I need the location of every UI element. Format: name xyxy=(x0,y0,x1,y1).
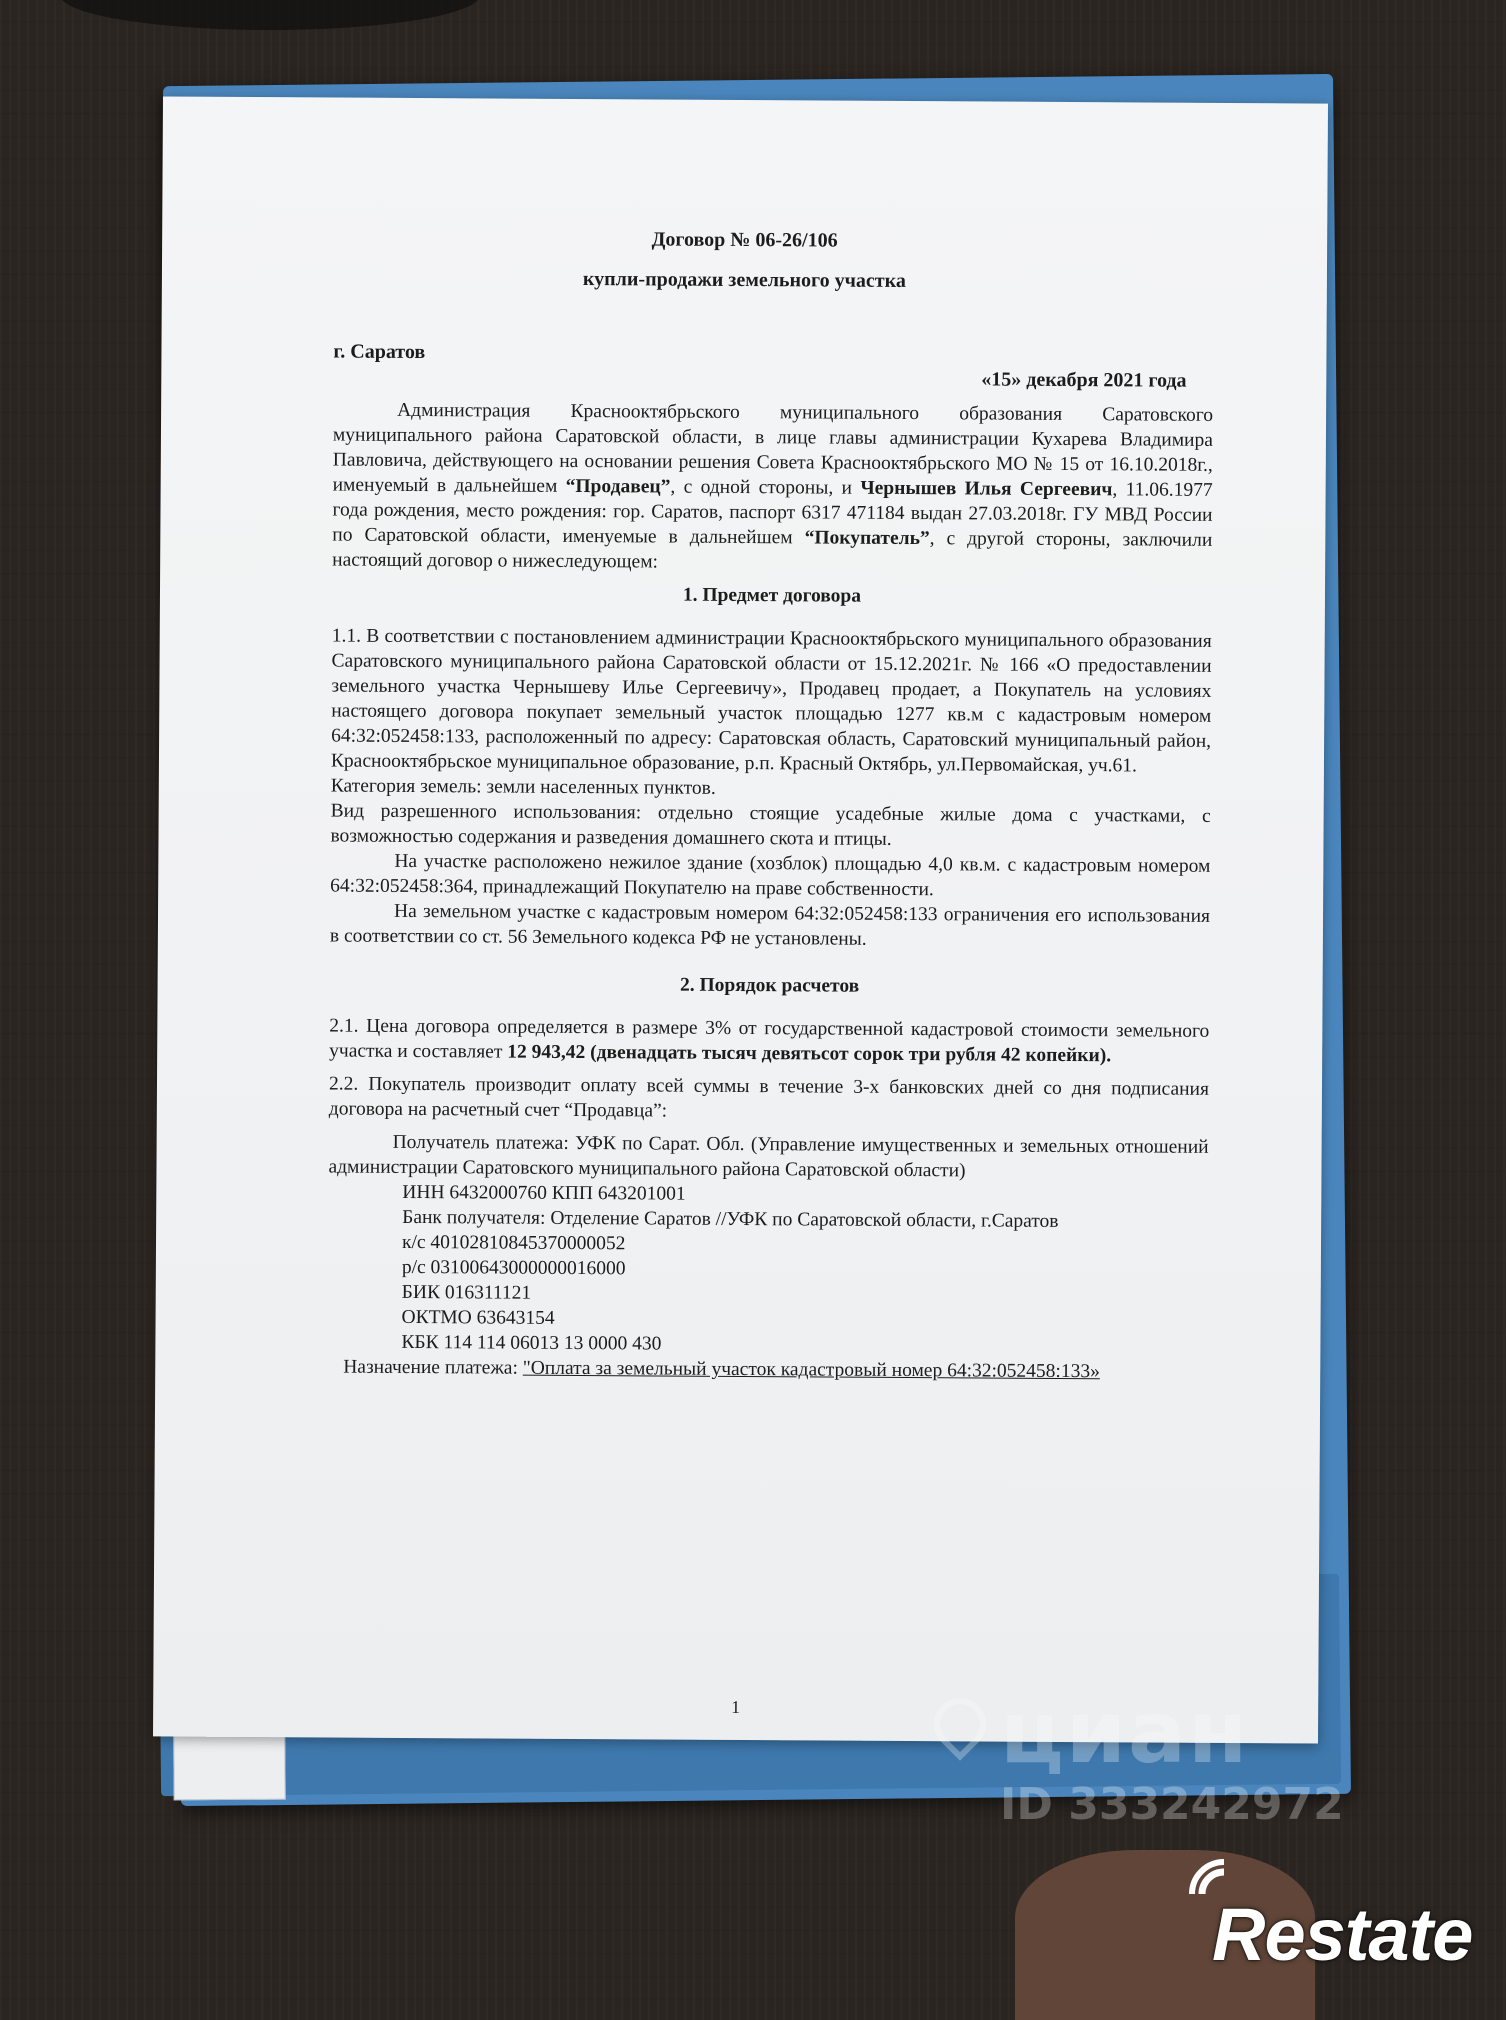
page-number: 1 xyxy=(731,1696,741,1718)
cian-watermark xyxy=(1000,1683,1344,1830)
clause-2-1 xyxy=(329,1013,1209,1068)
document-city: г. Саратов xyxy=(333,340,426,364)
section-1-heading: 1. Предмет договора xyxy=(682,584,862,607)
permitted-use: Вид разрешенного использования: отдельно стоящие усадебные жилые дома с участками, с возможностью содержания и разведения домашнего скота и птицы. xyxy=(330,800,1211,850)
clause-2-1-text: 2.1. Цена договора определяется в размере 3% от государственной кадастровой стоимости земельного участка и составляет xyxy=(329,1015,1210,1063)
preamble-text: , с одной стороны, и xyxy=(670,476,861,499)
background-object xyxy=(60,0,480,30)
document-body xyxy=(327,398,1213,1385)
buyer-name: Чернышев Илья Сергеевич xyxy=(860,477,1113,501)
payment-purpose xyxy=(327,1354,1207,1384)
payment-purpose-value: "Оплата за земельный участок кадастровый номер 64:32:052458:133» xyxy=(522,1357,1100,1383)
land-category: Категория земель: земли населенных пунктов. xyxy=(330,775,716,799)
document-date: «15» декабря 2021 года xyxy=(981,368,1187,392)
kbk: КБК 114 114 06013 13 0000 430 xyxy=(401,1331,662,1355)
correspondent-account: к/с 40102810845370000052 xyxy=(401,1231,626,1255)
contract-price: 12 943,42 (двенадцать тысяч девятьсот сорок три рубля 42 копейки). xyxy=(507,1041,1112,1067)
document-subtitle: купли-продажи земельного участка xyxy=(582,268,906,292)
payment-purpose-label: Назначение платежа: xyxy=(343,1356,523,1379)
settlement-account: р/с 03100643000000016000 xyxy=(401,1256,626,1280)
clause-1-1: 1.1. В соответствии с постановлением администрации Краснооктябрьского муниципального образования Саратовского муниципального района Саратовской области от 15.12.2021г. № 166 «О предоставлении земельного участка Чернышеву Илье Сергеевичу», Продавец продает, а Покупатель на условиях настоящего договора покупает земельный участок площадью 1277 кв.м с кадастровым номером 64:32:052458:133, расположенный по адресу: Саратовская область, Саратовский муниципальный район, Краснооктябрьское муниципальное образование, р.п. Красный Октябрь, ул.Первомайская, уч.61. xyxy=(330,625,1212,777)
recipient-bank: Банк получателя: Отделение Саратов //УФК по Саратовской области, г.Саратов xyxy=(402,1206,1059,1232)
watermark-logo: циан xyxy=(1000,1683,1250,1783)
watermark-id: ID 333242972 xyxy=(1000,1779,1344,1830)
building-info: На участке расположено нежилое здание (хозблок) площадью 4,0 кв.м. с кадастровым номером 64:32:052458:364, принадлежащий Покупателю на праве собственности. xyxy=(330,850,1211,901)
preamble-text: Администрация Краснооктябрьского муниципального образования Саратовского муниципального района Саратовской области, в лице главы администрации Кухарева Владимира Павловича, действующего на основании решения Совета Краснооктябрьского МО № 15 от 16.10.2018г., именуемый в дальнейшем xyxy=(332,399,1214,497)
preamble-text: , 11.06.1977 года рождения, место рождения: гор. Саратов, паспорт 6317 471184 выдан 27.03.2018г. ГУ МВД России по Саратовской области, именуемые в дальнейшем xyxy=(332,479,1213,549)
clause-2-2: 2.2. Покупатель производит оплату всей суммы в течение 3-х банковских дней со дня подписания договора на расчетный счет “Продавца”: xyxy=(328,1073,1210,1122)
bik: БИК 016311121 xyxy=(401,1281,532,1304)
oktmo: ОКТМО 63643154 xyxy=(401,1306,555,1329)
inn-kpp: ИНН 6432000760 КПП 643201001 xyxy=(402,1181,686,1205)
section-2-heading: 2. Порядок расчетов xyxy=(679,974,860,997)
restate-logo: Restate xyxy=(1212,1893,1473,1976)
preamble xyxy=(332,398,1213,578)
seller-term: “Продавец” xyxy=(565,475,671,498)
document-title: Договор № 06-26/106 xyxy=(651,228,838,252)
preamble-text: , с другой стороны, заключили настоящий договор о нижеследующем: xyxy=(332,528,1213,573)
restrictions-info: На земельном участке с кадастровым номером 64:32:052458:133 ограничения его использования в соответствии со ст. 56 Земельного кодекса РФ не установлены. xyxy=(329,900,1211,950)
payment-recipient: Получатель платежа: УФК по Сарат. Обл. (Управление имущественных и земельных отношений администрации Саратовского муниципального района Саратовской области) xyxy=(328,1131,1209,1182)
buyer-term: “Покупатель” xyxy=(804,527,930,550)
document-header xyxy=(162,216,1327,303)
contract-page xyxy=(153,96,1328,1743)
